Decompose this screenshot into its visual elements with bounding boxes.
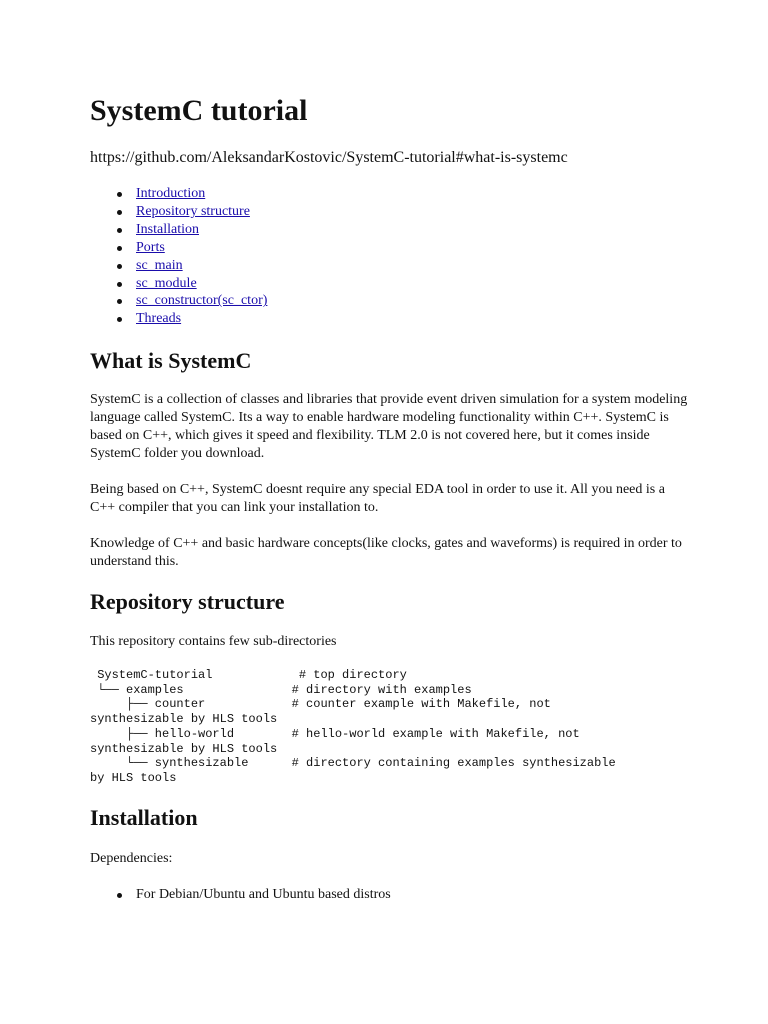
source-url: https://github.com/AleksandarKostovic/SystemC-tutorial#what-is-systemc <box>90 149 568 166</box>
toc-item <box>90 275 267 293</box>
toc-link-sc-constructor[interactable]: sc_constructor(sc_ctor) <box>136 293 268 309</box>
what-is-paragraph-2: Being based on C++, SystemC doesnt require any special EDA tool in order to use it. All you need is a C++ compiler that you can link your installation to. <box>90 482 665 515</box>
dependencies-label: Dependencies: <box>90 851 173 866</box>
list-item: For Debian/Ubuntu and Ubuntu based distros <box>90 886 391 904</box>
toc-item <box>90 257 267 275</box>
what-is-paragraph-1: SystemC is a collection of classes and libraries that provide event driven simulation for a system modeling language called SystemC. Its a way to enable hardware modeling functionality within C++. SystemC is based on C++, which gives it speed and flexibility. TLM 2.0 is not covered here, but it comes inside SystemC folder you download. <box>90 392 688 461</box>
toc-item <box>90 310 267 328</box>
section-heading-what-is-systemc: What is SystemC <box>90 348 252 373</box>
toc-link-ports[interactable]: Ports <box>136 239 165 255</box>
page-title: SystemC tutorial <box>90 94 308 127</box>
toc-link-sc-main[interactable]: sc_main <box>136 257 183 273</box>
toc-link-introduction[interactable]: Introduction <box>136 186 206 201</box>
section-heading-repository-structure: Repository structure <box>90 589 285 614</box>
toc-link-installation[interactable]: Installation <box>136 221 199 237</box>
toc-item <box>90 221 267 239</box>
table-of-contents <box>90 185 267 328</box>
dependencies-list <box>90 886 391 904</box>
toc-link-repository-structure[interactable]: Repository structure <box>136 203 250 219</box>
toc-item <box>90 185 267 203</box>
section-heading-installation: Installation <box>90 805 198 830</box>
toc-link-threads[interactable]: Threads <box>136 311 182 327</box>
toc-item <box>90 292 267 310</box>
what-is-paragraph-3: Knowledge of C++ and basic hardware concepts(like clocks, gates and waveforms) is required in order to understand this. <box>90 536 682 569</box>
toc-item <box>90 203 267 221</box>
repository-intro: This repository contains few sub-directories <box>90 634 337 649</box>
directory-tree-code-block: SystemC-tutorial # top directory └── examples # directory with examples ├── counter # counter example with Makefile, not synthesizable by HLS tools ├── hello-world # hello-world example with Makefile, not synthesizable by HLS tools └── synthesizable # directory containing examples synthesizable by HLS tools <box>90 668 616 785</box>
toc-link-sc-module[interactable]: sc_module <box>136 275 197 291</box>
toc-item <box>90 239 267 257</box>
